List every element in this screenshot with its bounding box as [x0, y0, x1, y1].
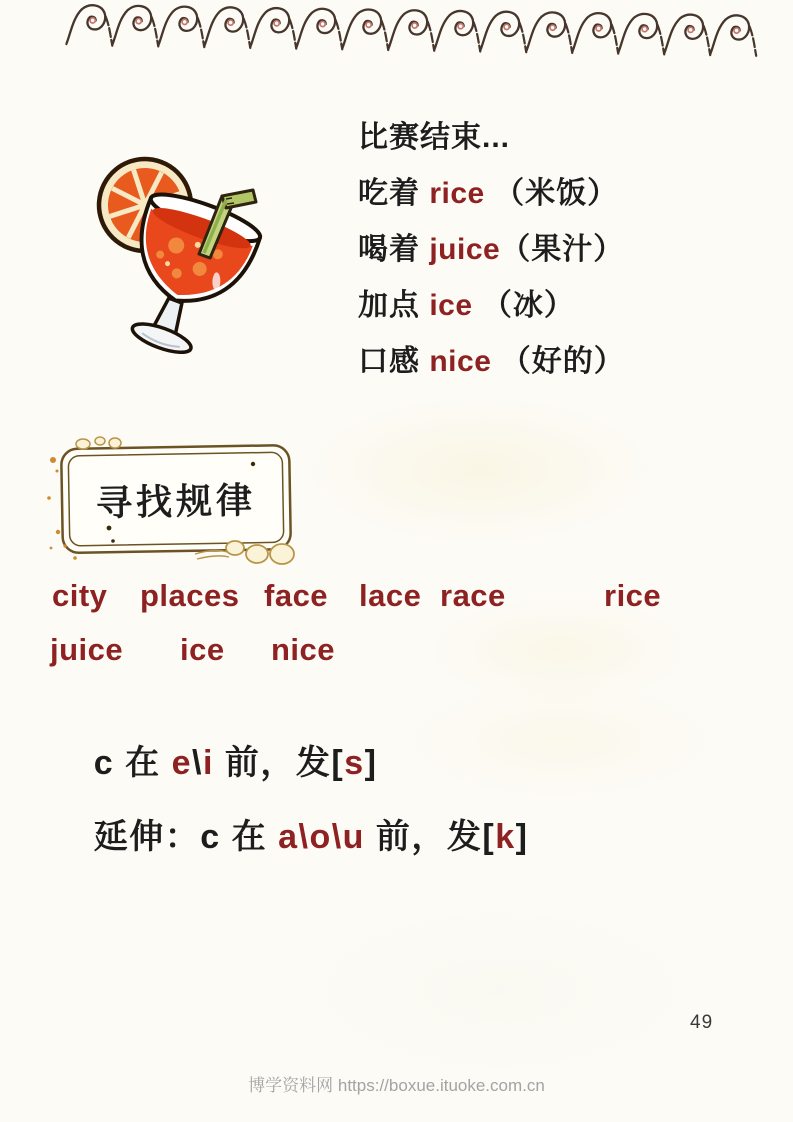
word-item: nice	[271, 632, 336, 667]
story-block	[358, 112, 758, 392]
story-keyword: juice	[429, 233, 501, 266]
wave-border-decoration	[65, 0, 772, 73]
page-number: 49	[690, 1012, 714, 1033]
word-item: rice	[604, 578, 662, 613]
rule-text-segment: 前，发[	[364, 818, 496, 856]
rule-text-segment: i	[202, 744, 214, 782]
story-line-translation: （米饭）	[484, 177, 619, 210]
footer-watermark: 博学资料网 https://boxue.ituoke.com.cn	[248, 1076, 545, 1095]
story-line	[358, 168, 758, 210]
rule-text-segment: \	[192, 744, 203, 782]
story-line-prefix: 口感	[358, 345, 430, 378]
section-title: 寻找规律	[95, 479, 257, 524]
rule-text-segment: ]	[515, 818, 529, 856]
story-title	[358, 112, 758, 154]
story-line-translation: （果汁）	[500, 233, 625, 266]
word-item: juice	[50, 632, 124, 667]
rule-text-segment: c 在	[93, 744, 172, 782]
story-keyword: ice	[429, 289, 473, 322]
story-line-translation: （好的）	[491, 345, 625, 378]
word-item: places	[140, 578, 240, 613]
word-row-1	[0, 578, 793, 620]
rule-text-segment: s	[344, 744, 365, 782]
rule-line-2	[50, 770, 528, 897]
rule-text-segment: a\o\u	[278, 818, 365, 856]
word-item: lace	[359, 578, 422, 613]
story-keyword: nice	[429, 345, 492, 378]
story-line-prefix: 喝着	[358, 233, 430, 266]
rule-text-segment: 前，发[	[213, 744, 345, 782]
wave-border-svg	[65, 0, 772, 73]
juice-glass-svg	[93, 148, 308, 398]
story-line-translation: （冰）	[472, 289, 575, 322]
section-title-box	[45, 436, 315, 576]
story-keyword: rice	[429, 177, 485, 210]
rule-text-segment: 延伸：c 在	[93, 818, 279, 856]
story-line-prefix: 加点	[358, 289, 430, 322]
rule-text-segment: e	[171, 744, 193, 782]
story-line-prefix: 吃着	[358, 177, 430, 210]
rule-text-segment: k	[495, 818, 516, 856]
story-title-text: 比赛结束...	[358, 121, 511, 154]
word-row-2	[0, 632, 793, 674]
rule-text-segment: ]	[364, 744, 378, 782]
word-item: city	[52, 578, 108, 613]
story-line	[358, 336, 758, 378]
word-item: race	[440, 578, 506, 613]
story-line	[358, 224, 758, 266]
word-item: face	[264, 578, 329, 613]
juice-glass-illustration	[93, 148, 308, 398]
word-item: ice	[180, 632, 225, 667]
story-line	[358, 280, 758, 322]
